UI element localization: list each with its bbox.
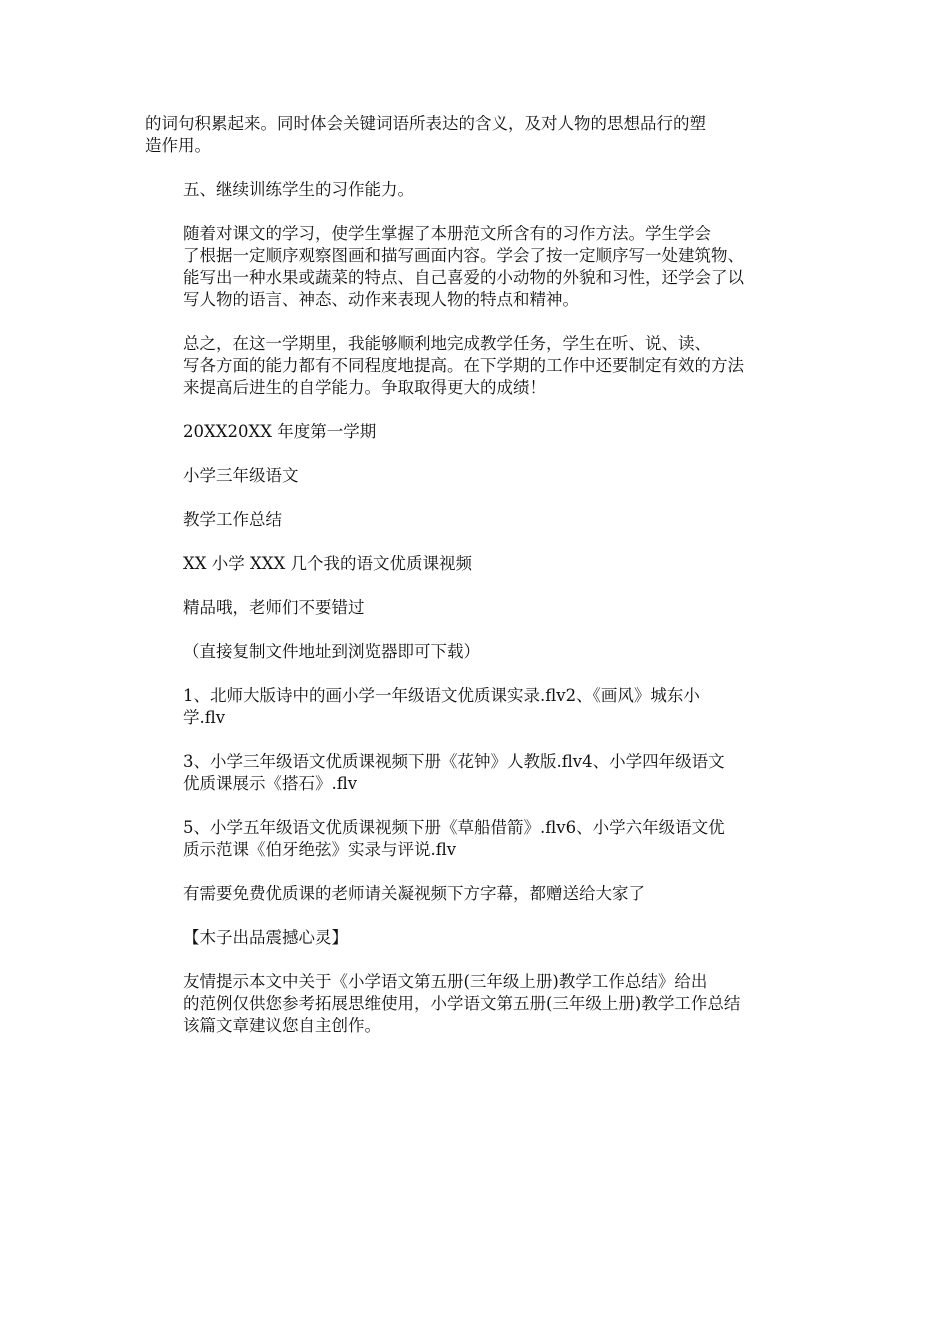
paragraph xyxy=(145,817,805,861)
paragraph xyxy=(145,333,805,399)
paragraph xyxy=(145,113,805,157)
text-line: 【木子出品震撼心灵】 xyxy=(183,928,348,947)
text-line: 3、小学三年级语文优质课视频下册《花钟》人教版.flv4、小学四年级语文 xyxy=(183,752,725,771)
paragraph xyxy=(145,553,805,575)
paragraph xyxy=(145,421,805,443)
paragraph xyxy=(145,465,805,487)
text-line: 造作用。 xyxy=(145,136,211,155)
text-line: 的范例仅供您参考拓展思维使用，小学语文第五册(三年级上册)教学工作总结 xyxy=(183,994,741,1013)
text-line: 总之，在这一学期里，我能够顺利地完成教学任务，学生在听、说、读、 xyxy=(183,334,711,353)
text-line: 学.flv xyxy=(183,708,226,727)
text-line: 了根据一定顺序观察图画和描写画面内容。学会了按一定顺序写一处建筑物、 xyxy=(183,246,744,265)
text-line: （直接复制文件地址到浏览器即可下载） xyxy=(183,642,480,661)
text-line: 质示范课《伯牙绝弦》实录与评说.flv xyxy=(183,840,457,859)
paragraph xyxy=(145,641,805,663)
text-line: 小学三年级语文 xyxy=(183,466,299,485)
text-line: 有需要免费优质课的老师请关凝视频下方字幕，都赠送给大家了 xyxy=(183,884,645,903)
text-line: 写各方面的能力都有不同程度地提高。在下学期的工作中还要制定有效的方法 xyxy=(183,356,744,375)
paragraph xyxy=(145,223,805,311)
text-line: 精品哦，老师们不要错过 xyxy=(183,598,365,617)
document-body xyxy=(145,113,805,1059)
text-line: 随着对课文的学习，使学生掌握了本册范文所含有的习作方法。学生学会 xyxy=(183,224,711,243)
text-line: 五、继续训练学生的习作能力。 xyxy=(183,180,414,199)
text-line: 教学工作总结 xyxy=(183,510,282,529)
text-line: 的词句积累起来。同时体会关键词语所表达的含义，及对人物的思想品行的塑 xyxy=(145,114,706,133)
paragraph xyxy=(145,509,805,531)
paragraph xyxy=(145,927,805,949)
paragraph xyxy=(145,597,805,619)
text-line: XX 小学 XXX 几个我的语文优质课视频 xyxy=(183,554,472,573)
text-line: 1、北师大版诗中的画小学一年级语文优质课实录.flv2、《画风》城东小 xyxy=(183,686,700,705)
text-line: 优质课展示《搭石》.flv xyxy=(183,774,358,793)
text-line: 来提高后进生的自学能力。争取取得更大的成绩！ xyxy=(183,378,546,397)
text-line: 写人物的语言、神态、动作来表现人物的特点和精神。 xyxy=(183,290,579,309)
text-line: 能写出一种水果或蔬菜的特点、自己喜爱的小动物的外貌和习性，还学会了以 xyxy=(183,268,744,287)
text-line: 该篇文章建议您自主创作。 xyxy=(183,1016,381,1035)
text-line: 5、小学五年级语文优质课视频下册《草船借箭》.flv6、小学六年级语文优 xyxy=(183,818,725,837)
paragraph xyxy=(145,685,805,729)
paragraph xyxy=(145,751,805,795)
paragraph xyxy=(145,971,805,1037)
paragraph xyxy=(145,179,805,201)
text-line: 20XX20XX 年度第一学期 xyxy=(183,422,377,441)
text-line: 友情提示本文中关于《小学语文第五册(三年级上册)教学工作总结》给出 xyxy=(183,972,708,991)
paragraph xyxy=(145,883,805,905)
